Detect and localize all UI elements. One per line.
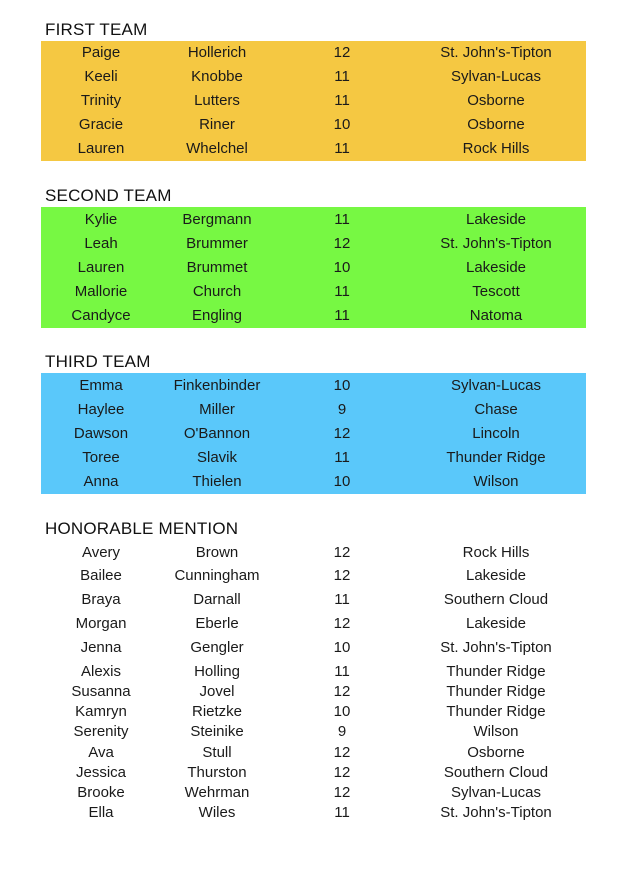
first-name: Jessica: [75, 764, 127, 781]
school: Sylvan-Lucas: [450, 68, 542, 85]
last-name: Brown: [195, 544, 239, 561]
grade: 12: [333, 615, 351, 632]
last-name: Darnall: [193, 591, 241, 608]
school: Southern Cloud: [443, 591, 549, 608]
grade: 11: [334, 663, 350, 680]
first-name: Serenity: [73, 723, 129, 740]
school: St. John's-Tipton: [440, 44, 552, 61]
first-name: Keeli: [84, 68, 118, 85]
first-name: Leah: [84, 235, 118, 252]
school: Thunder Ridge: [446, 663, 546, 680]
third-team-heading: THIRD TEAM: [45, 352, 151, 371]
last-name: Thurston: [187, 764, 247, 781]
school: Lakeside: [465, 211, 527, 228]
school: Thunder Ridge: [446, 449, 546, 466]
first-name: Susanna: [71, 683, 131, 700]
school: Lakeside: [465, 259, 527, 276]
first-name: Ella: [88, 804, 114, 821]
first-name: Gracie: [78, 116, 124, 133]
first-name: Emma: [79, 377, 123, 394]
last-name: Eberle: [195, 615, 239, 632]
school: Lincoln: [472, 425, 520, 442]
last-name: Brummet: [186, 259, 248, 276]
last-name: Steinike: [190, 723, 244, 740]
school: Wilson: [473, 473, 519, 490]
grade: 12: [333, 567, 351, 584]
grade: 10: [333, 377, 351, 394]
last-name: Stull: [202, 744, 232, 761]
grade: 11: [334, 211, 350, 228]
last-name: Bergmann: [182, 211, 252, 228]
school: St. John's-Tipton: [440, 235, 552, 252]
last-name: Riner: [199, 116, 235, 133]
school: Wilson: [473, 723, 519, 740]
grade: 12: [333, 235, 351, 252]
school: Thunder Ridge: [446, 703, 546, 720]
first-name: Trinity: [80, 92, 122, 109]
last-name: Hollerich: [187, 44, 247, 61]
grade: 11: [334, 92, 350, 109]
first-name: Braya: [81, 591, 121, 608]
last-name: Engling: [191, 307, 243, 324]
grade: 10: [333, 116, 351, 133]
first-name: Mallorie: [74, 283, 128, 300]
first-name: Morgan: [75, 615, 127, 632]
last-name: Holling: [194, 663, 240, 680]
school: Lakeside: [465, 615, 527, 632]
grade: 10: [333, 473, 351, 490]
grade: 12: [333, 744, 351, 761]
grade: 12: [333, 44, 351, 61]
last-name: Lutters: [194, 92, 240, 109]
last-name: Gengler: [190, 639, 244, 656]
grade: 9: [337, 723, 347, 740]
grade: 12: [333, 764, 351, 781]
grade: 12: [333, 784, 351, 801]
last-name: Jovel: [199, 683, 235, 700]
first-name: Lauren: [77, 140, 125, 157]
school: Lakeside: [465, 567, 527, 584]
school: Natoma: [469, 307, 523, 324]
school: St. John's-Tipton: [440, 639, 552, 656]
first-name: Dawson: [73, 425, 129, 442]
first-name: Lauren: [77, 259, 125, 276]
last-name: Miller: [199, 401, 235, 418]
grade: 11: [334, 68, 350, 85]
first-name: Brooke: [77, 784, 125, 801]
school: Sylvan-Lucas: [450, 377, 542, 394]
last-name: Whelchel: [186, 140, 248, 157]
first-name: Kylie: [84, 211, 118, 228]
school: Thunder Ridge: [446, 683, 546, 700]
first-name: Bailee: [80, 567, 122, 584]
grade: 12: [333, 683, 351, 700]
first-name: Ava: [88, 744, 114, 761]
second-team-heading: SECOND TEAM: [45, 186, 172, 205]
first-name: Anna: [83, 473, 119, 490]
school: Tescott: [472, 283, 520, 300]
school: Rock Hills: [462, 544, 530, 561]
first-name: Haylee: [77, 401, 125, 418]
last-name: Cunningham: [174, 567, 260, 584]
grade: 11: [334, 591, 350, 608]
last-name: Finkenbinder: [173, 377, 261, 394]
grade: 11: [334, 140, 350, 157]
grade: 9: [337, 401, 347, 418]
last-name: Church: [192, 283, 242, 300]
honorable-mention-heading: HONORABLE MENTION: [45, 519, 239, 538]
grade: 12: [333, 425, 351, 442]
grade: 12: [333, 544, 351, 561]
first-name: Jenna: [80, 639, 122, 656]
school: Osborne: [467, 116, 525, 133]
last-name: Wiles: [198, 804, 236, 821]
grade: 10: [333, 259, 351, 276]
school: Chase: [474, 401, 518, 418]
school: Southern Cloud: [443, 764, 549, 781]
last-name: Brummer: [186, 235, 248, 252]
first-team-heading: FIRST TEAM: [45, 20, 148, 39]
last-name: Wehrman: [184, 784, 250, 801]
school: Rock Hills: [462, 140, 530, 157]
grade: 11: [334, 804, 350, 821]
last-name: Slavik: [196, 449, 238, 466]
grade: 11: [334, 449, 350, 466]
grade: 11: [334, 307, 350, 324]
first-name: Avery: [81, 544, 121, 561]
grade: 11: [334, 283, 350, 300]
school: Sylvan-Lucas: [450, 784, 542, 801]
grade: 10: [333, 639, 351, 656]
first-name: Toree: [82, 449, 120, 466]
last-name: O'Bannon: [183, 425, 251, 442]
last-name: Knobbe: [191, 68, 243, 85]
first-name: Alexis: [80, 663, 122, 680]
school: Osborne: [467, 92, 525, 109]
last-name: Rietzke: [191, 703, 243, 720]
first-name: Paige: [81, 44, 121, 61]
school: Osborne: [467, 744, 525, 761]
school: St. John's-Tipton: [440, 804, 552, 821]
first-name: Candyce: [71, 307, 131, 324]
first-name: Kamryn: [75, 703, 127, 720]
grade: 10: [333, 703, 351, 720]
last-name: Thielen: [192, 473, 242, 490]
